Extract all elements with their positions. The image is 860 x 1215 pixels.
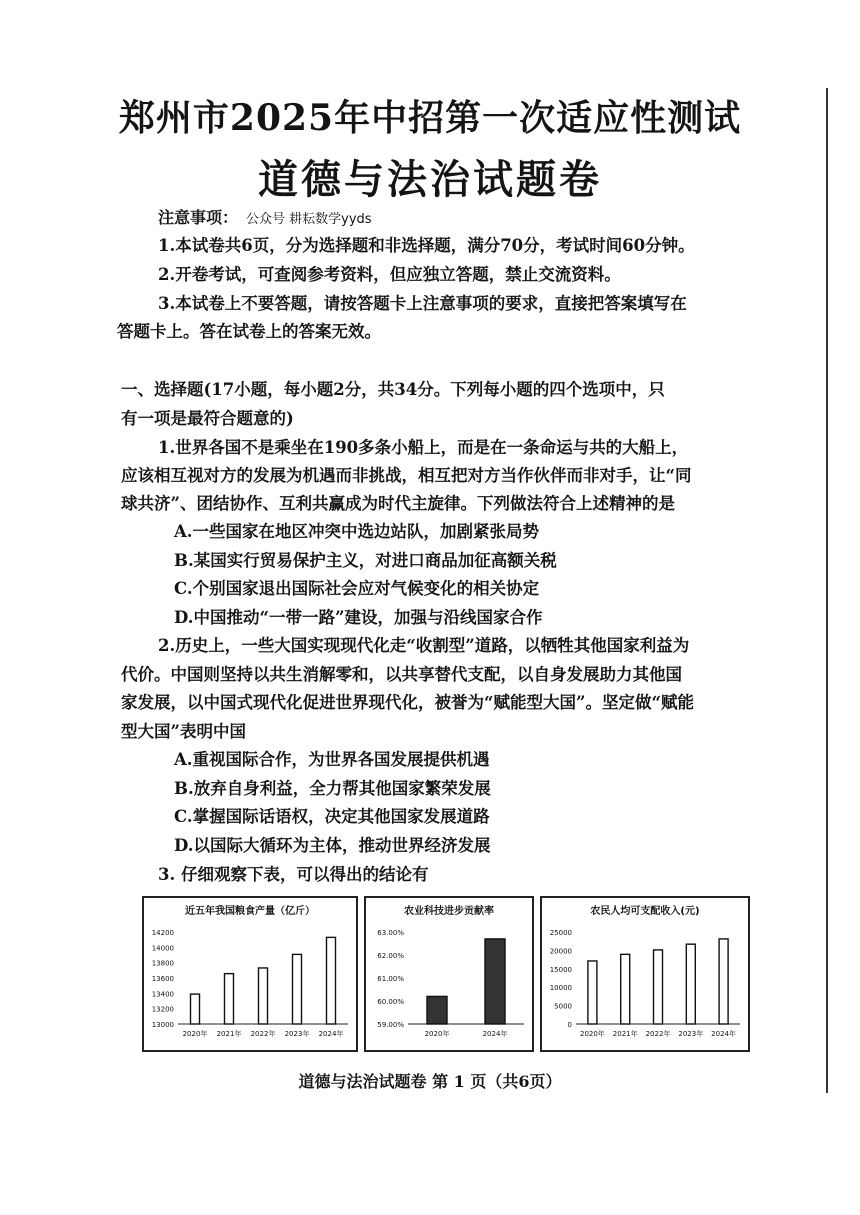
chart-grain-output (142, 896, 358, 1052)
chart-svg (542, 898, 748, 1050)
option-b: B.放弃自身利益，全力帮其他国家繁荣发展 (174, 779, 491, 798)
page-footer: 道德与法治试题卷 第 1 页（共6页） (298, 1072, 562, 1091)
x-tick-label: 2020年 (182, 1030, 208, 1038)
x-tick-label: 2021年 (216, 1030, 242, 1038)
chart-svg (366, 898, 532, 1050)
y-tick-label: 13200 (151, 1005, 174, 1014)
watermark-text: 公众号 耕耘数学yyds (246, 212, 372, 227)
section-heading: 一、选择题(17小题，每小题2分，共34分。下列每小题的四个选项中，只 (121, 380, 665, 399)
y-tick-label: 59.00% (377, 1021, 404, 1029)
x-tick-label: 2024年 (711, 1030, 737, 1038)
chart-title: 农业科技进步贡献率 (404, 906, 494, 917)
question-stem: 家发展，以中国式现代化促进世界现代化，被誉为“赋能型大国”。坚定做“赋能 (121, 693, 694, 712)
chart-title: 近五年我国粮食产量（亿斤） (185, 906, 315, 917)
bar (719, 939, 728, 1024)
y-tick-label: 14000 (151, 944, 174, 953)
x-tick-label: 2021年 (612, 1030, 638, 1038)
chart-title: 农民人均可支配收入(元) (590, 906, 700, 917)
bar (686, 944, 695, 1024)
y-tick-label: 13600 (151, 975, 174, 983)
y-tick-label: 13400 (151, 990, 174, 999)
y-tick-label: 0 (567, 1021, 572, 1029)
option-a: A.重视国际合作，为世界各国发展提供机遇 (174, 750, 490, 769)
question-stem: 应该相互视对方的发展为机遇而非挑战，相互把对方当作伙伴而非对手，让“同 (121, 466, 692, 485)
question-stem: 代价。中国则坚持以共生消解零和，以共享替代支配，以自身发展助力其他国 (121, 665, 682, 684)
bar (588, 961, 597, 1024)
option-c: C.掌握国际话语权，决定其他国家发展道路 (174, 807, 490, 826)
option-b: B.某国实行贸易保护主义，对进口商品加征高额关税 (174, 551, 557, 570)
option-d: D.以国际大循环为主体，推动世界经济发展 (174, 836, 491, 855)
y-tick-label: 62.00% (377, 952, 404, 960)
question-stem: 球共济”、团结协作、互利共赢成为时代主旋律。下列做法符合上述精神的是 (121, 494, 675, 513)
x-tick-label: 2023年 (678, 1030, 704, 1038)
question-stem: 型大国”表明中国 (121, 722, 246, 741)
paper-subtitle: 道德与法治试题卷 (258, 156, 602, 203)
notice-item: 答题卡上。答在试卷上的答案无效。 (117, 322, 381, 341)
y-tick-label: 5000 (554, 1002, 572, 1011)
notice-item: 3.本试卷上不要答题，请按答题卡上注意事项的要求，直接把答案填写在 (158, 294, 687, 313)
option-d: D.中国推动“一带一路”建设，加强与沿线国家合作 (174, 608, 543, 627)
bar (293, 954, 302, 1024)
x-tick-label: 2023年 (284, 1030, 310, 1038)
y-tick-label: 13000 (151, 1021, 174, 1029)
notice-item: 2.开卷考试，可查阅参考资料，但应独立答题，禁止交流资料。 (158, 265, 621, 284)
x-tick-label: 2022年 (250, 1030, 276, 1038)
x-tick-label: 2020年 (424, 1030, 450, 1038)
y-tick-label: 63.00% (377, 929, 404, 937)
x-tick-label: 2020年 (579, 1030, 605, 1038)
y-tick-label: 14200 (151, 929, 174, 937)
bar (259, 968, 268, 1024)
y-tick-label: 10000 (549, 984, 572, 993)
bar (621, 954, 630, 1024)
margin-rule (826, 88, 828, 1093)
y-tick-label: 60.00% (377, 998, 404, 1006)
bar (225, 974, 234, 1024)
bar (427, 996, 447, 1024)
option-a: A.一些国家在地区冲突中选边站队，加剧紧张局势 (174, 522, 540, 541)
bar (191, 994, 200, 1024)
chart-tech-contribution (364, 896, 534, 1052)
bar (654, 950, 663, 1024)
exam-title: 郑州市2025年中招第一次适应性测试 (118, 97, 742, 139)
x-tick-label: 2022年 (645, 1030, 671, 1038)
y-tick-label: 15000 (549, 965, 572, 974)
y-tick-label: 25000 (549, 929, 572, 937)
notice-label: 注意事项： (158, 208, 239, 227)
bar (485, 939, 505, 1024)
chart-svg (144, 898, 356, 1050)
question-stem: 1.世界各国不是乘坐在190多条小船上，而是在一条命运与共的大船上， (158, 438, 689, 457)
question-stem: 2.历史上，一些大国实现现代化走“收割型”道路，以牺牲其他国家利益为 (158, 636, 690, 655)
option-c: C.个别国家退出国际社会应对气候变化的相关协定 (174, 579, 540, 598)
question-stem: 3. 仔细观察下表，可以得出的结论有 (158, 865, 429, 884)
notice-label-row (158, 205, 372, 228)
bar (327, 937, 336, 1024)
y-tick-label: 61.00% (377, 975, 404, 983)
y-tick-label: 20000 (549, 947, 572, 956)
notice-item: 1.本试卷共6页，分为选择题和非选择题，满分70分，考试时间60分钟。 (158, 236, 695, 255)
x-tick-label: 2024年 (482, 1030, 508, 1038)
y-tick-label: 13800 (151, 959, 174, 968)
section-heading: 有一项是最符合题意的) (121, 409, 294, 428)
x-tick-label: 2024年 (318, 1030, 344, 1038)
chart-farmer-income (540, 896, 750, 1052)
